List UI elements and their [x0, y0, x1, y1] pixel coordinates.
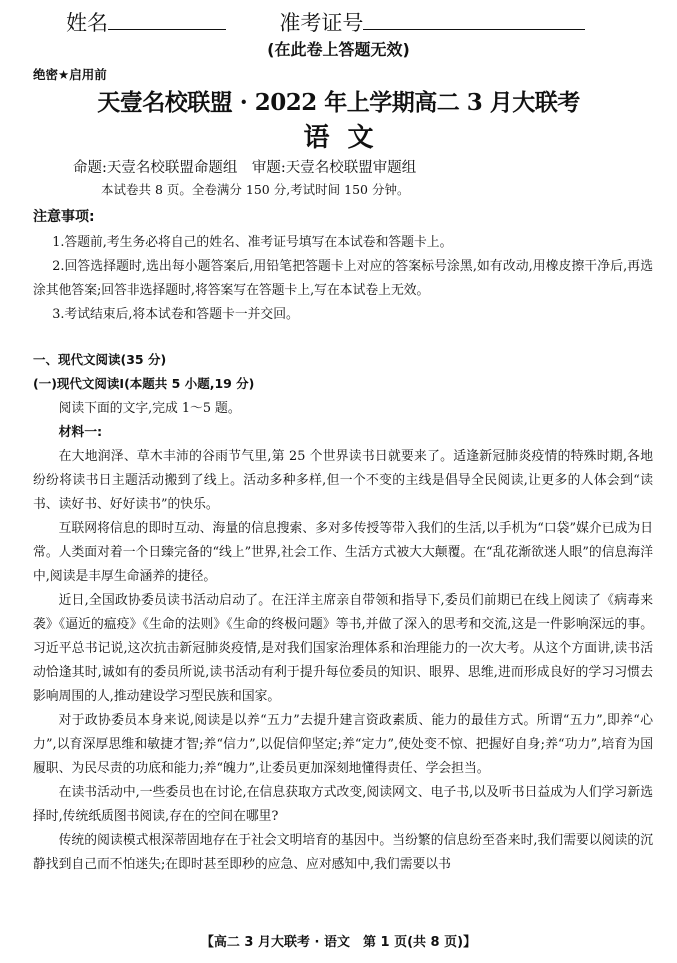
- notes-heading: 注意事项:: [33, 209, 95, 225]
- subject-title: 语文: [303, 123, 392, 153]
- exam-id-fill-line: [363, 7, 585, 30]
- article-paragraph: 互联网将信息的即时互动、海量的信息搜索、多对多传授等带入我们的生活,以手机为“口袋”媒介已成为日常。人类面对着一个日臻完备的“线上”世界,社会工作、生活方式被大大颠覆。在“乱花渐欲迷人眼”的信息海洋中,阅读是丰厚生命涵养的捷径。: [33, 521, 653, 584]
- article-paragraph: 近日,全国政协委员读书活动启动了。在汪洋主席亲自带领和指导下,委员们前期已在线上阅读了《病毒来袭》《逼近的瘟疫》《生命的法则》《生命的终极问题》等书,并做了深入的思考和交流,这是一件影响深远的事。习近平总书记说,这次抗击新冠肺炎疫情,是对我们国家治理体系和治理能力的一次大考。从这个方面讲,读书活动恰逢其时,诚如有的委员所说,读书活动有利于提升每位委员的知识、眼界、思维,进而形成良好的学习习惯去影响周围的人,推动建设学习型民族和国家。: [33, 593, 653, 704]
- page-footer: 【高二 3 月大联考 · 语文 第 1 页(共 8 页)】: [200, 935, 477, 950]
- exam-id-label: 准考证号: [279, 11, 364, 35]
- notes-list: [33, 231, 653, 327]
- reading-material: [33, 397, 653, 877]
- candidate-info-row: [66, 6, 626, 40]
- name-fill-line: [108, 7, 226, 30]
- article-paragraph: 对于政协委员本身来说,阅读是以养“五力”去提升建言资政素质、能力的最佳方式。所谓“五力”,即养“心力”,以育深厚思维和敏捷才智;养“信力”,以促信仰坚定;养“定力”,使处变不惊、把握好自身;养“功力”,培育为国履职、为民尽责的功底和能力;养“魄力”,让委员更加深刻地懂得责任、学会担当。: [33, 713, 653, 776]
- reading-instruction: 阅读下面的文字,完成 1～5 题。: [58, 401, 241, 416]
- confidential-mark: 绝密★启用前: [33, 67, 107, 82]
- section-subtitle: (一)现代文阅读Ⅰ(本题共 5 小题,19 分): [33, 376, 255, 391]
- exam-credits: 命题:天壹名校联盟命题组 审题:天壹名校联盟审题组: [73, 160, 417, 176]
- article-paragraph: 在读书活动中,一些委员也在讨论,在信息获取方式改变,阅读网文、电子书,以及听书日益成为人们学习新选择时,传统纸质图书阅读,存在的空间在哪里?: [33, 785, 653, 824]
- material-label: 材料一:: [58, 425, 103, 440]
- exam-info-line: 本试卷共 8 页。全卷满分 150 分,考试时间 150 分钟。: [101, 182, 410, 197]
- article-paragraph: 传统的阅读模式根深蒂固地存在于社会文明培育的基因中。当纷繁的信息纷至沓来时,我们需要以阅读的沉静找到自己而不怕迷失;在即时甚至即秒的应急、应对感知中,我们需要以书: [33, 833, 653, 872]
- section-title: 一、现代文阅读(35 分): [33, 352, 167, 367]
- article-paragraph: 在大地润泽、草木丰沛的谷雨节气里,第 25 个世界读书日就要来了。适逢新冠肺炎疫情的特殊时期,各地纷纷将读书日主题活动搬到了线上。活动多种多样,但一个不变的主线是倡导全民阅读,让更多的人体会到“读书、读好书、好好读书”的快乐。: [33, 449, 653, 512]
- exam-title: 天壹名校联盟 · 2022 年上学期高二 3 月大联考: [97, 89, 580, 116]
- note-item: 1.答题前,考生务必将自己的姓名、准考证号填写在本试卷和答题卡上。: [52, 235, 453, 250]
- no-answer-notice: (在此卷上答题无效): [267, 40, 410, 59]
- note-item: 3.考试结束后,将本试卷和答题卡一并交回。: [52, 307, 299, 322]
- name-label: 姓名: [66, 11, 108, 35]
- note-item: 2.回答选择题时,选出每小题答案后,用铅笔把答题卡上对应的答案标号涂黑,如有改动,用橡皮擦干净后,再选涂其他答案;回答非选择题时,将答案写在答题卡上,写在本试卷上无效。: [33, 259, 653, 298]
